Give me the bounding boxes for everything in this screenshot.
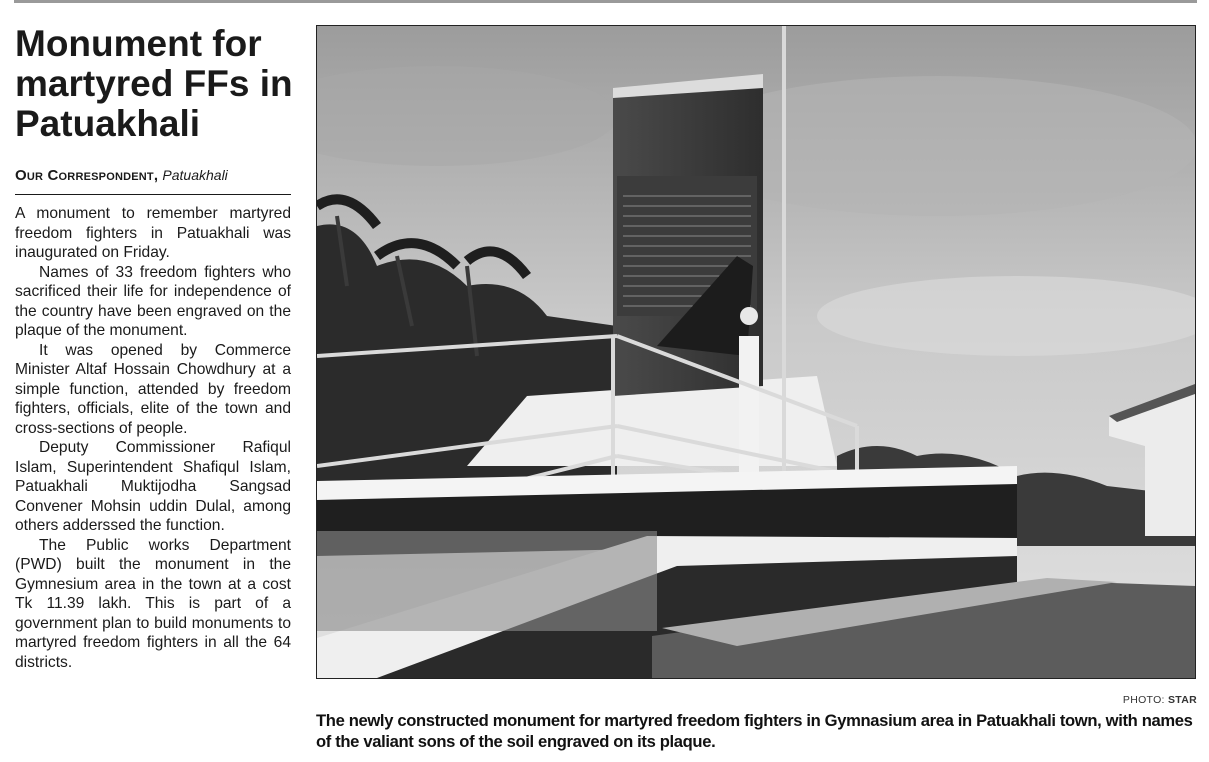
article-paragraph: Deputy Commissioner Rafiqul Islam, Superintendent Shafiqul Islam, Patuakhali Muktijodha Sangsad Convener Mohsin uddin Dulal, among others adderssed the function. — [15, 439, 291, 534]
byline — [15, 166, 291, 185]
article-paragraph: It was opened by Commerce Minister Altaf Hossain Chowdhury at a simple function, attended by freedom fighters, officials, elite of the town and cross-sections of people. — [15, 341, 291, 437]
byline-rule — [15, 194, 291, 195]
photo-credit — [1123, 694, 1197, 706]
byline-name: Our Correspondent, — [15, 167, 159, 184]
article-paragraph: A monument to remember martyred freedom fighters in Patuakhali was inaugurated on Friday. — [15, 205, 291, 261]
article-paragraph: Names of 33 freedom fighters who sacrificed their life for independence of the country have been engraved on the plaque of the monument. — [15, 263, 291, 339]
headline: Monument for martyred FFs in Patuakhali — [15, 23, 293, 144]
article-paragraph: The Public works Department (PWD) built the monument in the Gymnesium area in the town at a cost Tk 11.39 lakh. This is part of a government plan to build monuments to martyred freedom fighters in all the 64 districts. — [15, 536, 291, 671]
photo-caption: The newly constructed monument for martyred freedom fighters in Gymnasium area in Patuakhali town, with names of the valiant sons of the soil engraved on its plaque. — [316, 711, 1193, 751]
photo-credit-prefix: PHOTO: — [1122, 694, 1165, 706]
top-rule — [14, 0, 1197, 3]
article-body — [15, 204, 291, 672]
byline-place: Patuakhali — [162, 167, 228, 183]
monument-photo-drawing — [317, 26, 1195, 678]
photo-credit-source: STAR — [1167, 694, 1197, 706]
monument-photo — [316, 25, 1196, 679]
